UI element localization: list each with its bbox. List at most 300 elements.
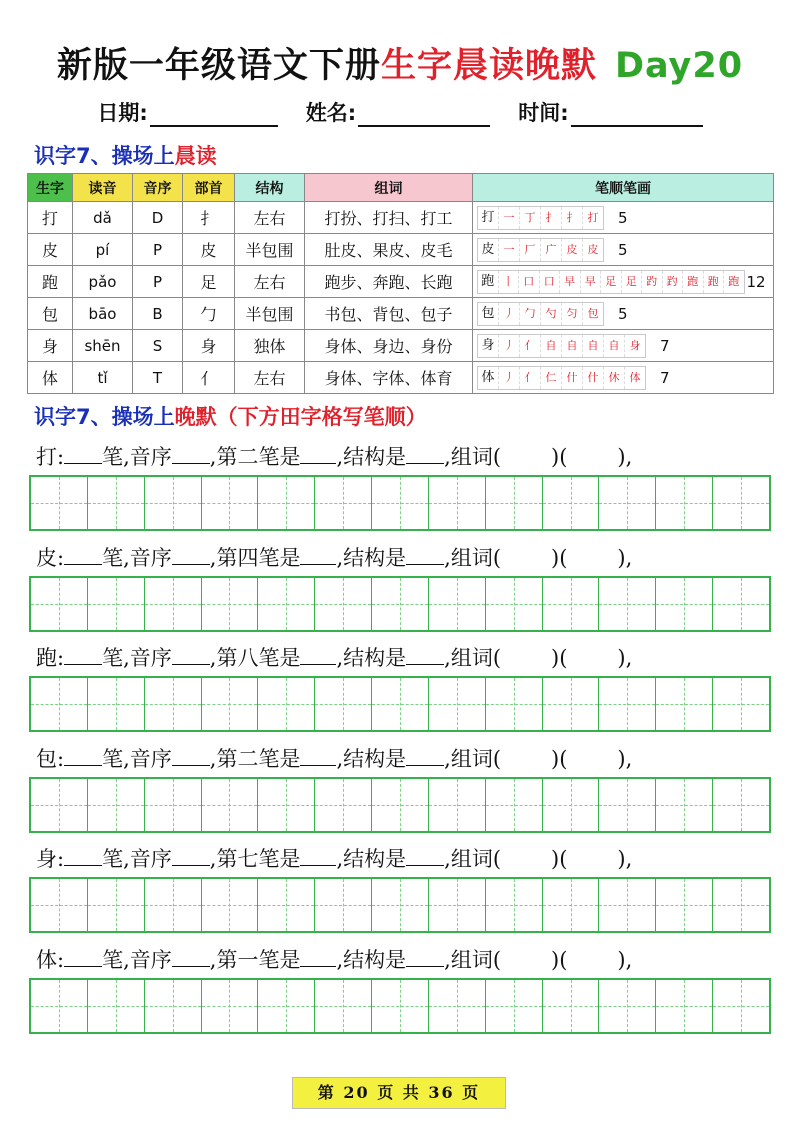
stroke-count: 5 — [618, 304, 628, 323]
cell-letter: T — [133, 362, 183, 394]
tianzige-cell[interactable] — [372, 980, 429, 1032]
cell-letter: P — [133, 234, 183, 266]
stroke-step: 休 — [604, 367, 625, 389]
separator: , — [209, 947, 217, 972]
cell-letter: B — [133, 298, 183, 330]
stroke-step: 体 — [478, 367, 499, 389]
tianzige-cell[interactable] — [656, 477, 713, 529]
strokes-word: 笔, — [102, 646, 130, 670]
tianzige-cell[interactable] — [486, 678, 543, 730]
tianzige-cell[interactable] — [88, 477, 145, 529]
stroke-step: 匀 — [562, 303, 583, 325]
order-word: 音序 — [129, 545, 172, 570]
separator: , — [444, 947, 451, 972]
nth-stroke-blank[interactable] — [300, 644, 336, 665]
cell-pinyin: pí — [73, 234, 133, 266]
stroke-step: 口 — [540, 271, 561, 293]
nth-stroke-word: 第四笔是 — [216, 545, 301, 570]
tianzige-cell[interactable] — [258, 779, 315, 831]
tianzige-cell[interactable] — [429, 879, 486, 931]
question-line — [36, 843, 781, 873]
tianzige-cell[interactable] — [145, 578, 202, 630]
stroke-step: 什 — [583, 367, 604, 389]
separator: , — [336, 445, 344, 469]
cell-radical: 足 — [183, 266, 235, 298]
stroke-step: 广 — [541, 239, 562, 261]
tianzige-cell[interactable] — [599, 879, 656, 931]
stroke-count: 7 — [660, 368, 670, 387]
tianzige-cell[interactable] — [599, 678, 656, 730]
cell-words: 肚皮、果皮、皮毛 — [305, 234, 473, 266]
stroke-step: 丿 — [499, 367, 520, 389]
structure-word: 结构是 — [343, 746, 407, 771]
name-line[interactable] — [358, 101, 490, 127]
tianzige-cell[interactable] — [145, 678, 202, 730]
stroke-step: 包 — [478, 303, 499, 325]
stroke-step: 足 — [601, 271, 622, 293]
tianzige-cell[interactable] — [543, 879, 600, 931]
colon: : — [57, 445, 65, 469]
tianzige-cell[interactable] — [258, 678, 315, 730]
words-word: 组词( — [450, 545, 502, 570]
col-header-letter: 音序 — [133, 174, 183, 202]
words-word: 组词( — [450, 746, 502, 771]
col-header-radical: 部首 — [183, 174, 235, 202]
tianzige-cell[interactable] — [315, 879, 372, 931]
tianzige-cell[interactable] — [486, 779, 543, 831]
cell-pinyin: shēn — [73, 330, 133, 362]
structure-word: 结构是 — [343, 646, 407, 670]
question-line — [36, 642, 781, 672]
colon: : — [57, 847, 65, 871]
stroke-sequence — [477, 302, 604, 326]
tianzige-cell[interactable] — [656, 879, 713, 931]
tianzige-cell[interactable] — [372, 879, 429, 931]
cell-structure: 左右 — [235, 362, 305, 394]
cell-words: 书包、背包、包子 — [305, 298, 473, 330]
paren-mid: )( — [551, 545, 568, 570]
section-morning-label: 晨读 — [174, 144, 217, 168]
order-word: 音序 — [129, 445, 172, 469]
section-evening-title — [34, 401, 427, 431]
title-highlight: 生字晨读晚默 — [380, 46, 597, 86]
order-blank[interactable] — [172, 443, 210, 464]
cell-char: 体 — [28, 362, 73, 394]
paren-end: ), — [617, 545, 633, 570]
col-header-char: 生字 — [28, 174, 73, 202]
separator: , — [209, 445, 217, 469]
stroke-step: 趵 — [663, 271, 684, 293]
stroke-step: 跑 — [728, 274, 740, 288]
tianzige-cell[interactable] — [202, 477, 259, 529]
tianzige-cell[interactable] — [31, 779, 88, 831]
tianzige-cell[interactable] — [88, 879, 145, 931]
stroke-step: 身 — [629, 338, 641, 352]
tianzige-grid — [29, 777, 771, 833]
tianzige-cell[interactable] — [315, 779, 372, 831]
question-char: 体 — [36, 947, 57, 972]
col-header-pinyin: 读音 — [73, 174, 133, 202]
separator: , — [444, 746, 451, 771]
cell-radical: 勹 — [183, 298, 235, 330]
stroke-count-blank[interactable] — [64, 845, 102, 866]
tianzige-cell[interactable] — [713, 980, 769, 1032]
strokes-word: 笔, — [102, 746, 130, 771]
strokes-word: 笔, — [102, 545, 130, 570]
cell-stroke-order — [473, 330, 774, 362]
cell-char: 跑 — [28, 266, 73, 298]
table-row — [28, 234, 774, 266]
tianzige-cell[interactable] — [656, 980, 713, 1032]
tianzige-cell[interactable] — [713, 578, 769, 630]
separator: , — [209, 545, 217, 570]
nth-stroke-word: 第二笔是 — [216, 445, 301, 469]
tianzige-cell[interactable] — [543, 980, 600, 1032]
stroke-count-blank[interactable] — [64, 544, 102, 565]
stroke-step: 自 — [583, 335, 604, 357]
tianzige-cell[interactable] — [31, 578, 88, 630]
paren-mid: )( — [551, 445, 568, 469]
colon: : — [57, 947, 65, 972]
table-row — [28, 330, 774, 362]
order-blank[interactable] — [172, 644, 210, 665]
tianzige-cell[interactable] — [656, 678, 713, 730]
strokes-word: 笔, — [102, 847, 130, 871]
tianzige-cell[interactable] — [713, 678, 769, 730]
order-word: 音序 — [129, 847, 172, 871]
colon: : — [57, 545, 65, 570]
nth-stroke-blank[interactable] — [300, 443, 336, 464]
cell-stroke-order — [473, 202, 774, 234]
stroke-count: 12 — [746, 272, 766, 291]
separator: , — [336, 847, 344, 871]
stroke-step: 扌 — [541, 207, 562, 229]
stroke-step: 自 — [541, 335, 562, 357]
stroke-step: 皮 — [478, 239, 499, 261]
nth-stroke-word: 第八笔是 — [216, 646, 301, 670]
stroke-sequence — [477, 206, 604, 230]
stroke-step: 皮 — [587, 242, 599, 256]
stroke-count-blank[interactable] — [64, 745, 102, 766]
tianzige-cell[interactable] — [429, 477, 486, 529]
words-word: 组词( — [450, 947, 502, 972]
nth-stroke-blank[interactable] — [300, 745, 336, 766]
stroke-count: 5 — [618, 240, 628, 259]
structure-word: 结构是 — [343, 847, 407, 871]
tianzige-cell[interactable] — [713, 779, 769, 831]
cell-radical: 皮 — [183, 234, 235, 266]
paren-mid: )( — [551, 746, 568, 771]
nth-stroke-word: 第七笔是 — [216, 847, 301, 871]
cell-pinyin: tǐ — [73, 362, 133, 394]
separator: , — [444, 545, 451, 570]
nth-stroke-blank[interactable] — [300, 845, 336, 866]
structure-word: 结构是 — [343, 545, 407, 570]
stroke-step: 扌 — [562, 207, 583, 229]
tianzige-cell[interactable] — [315, 980, 372, 1032]
stroke-step: 跑 — [704, 271, 725, 293]
tianzige-cell[interactable] — [372, 477, 429, 529]
cell-words: 跑步、奔跑、长跑 — [305, 266, 473, 298]
tianzige-cell[interactable] — [145, 980, 202, 1032]
tianzige-cell[interactable] — [258, 578, 315, 630]
date-field[interactable] — [97, 97, 277, 127]
tianzige-cell[interactable] — [429, 678, 486, 730]
tianzige-grid — [29, 676, 771, 732]
stroke-count: 5 — [618, 208, 628, 227]
table-header-row — [28, 174, 774, 202]
stroke-step: 打 — [478, 207, 499, 229]
question-char: 跑 — [36, 646, 57, 670]
tianzige-cell[interactable] — [429, 779, 486, 831]
question-line — [36, 743, 781, 773]
tianzige-cell[interactable] — [88, 678, 145, 730]
order-word: 音序 — [129, 947, 172, 972]
tianzige-cell[interactable] — [543, 578, 600, 630]
structure-blank[interactable] — [406, 845, 444, 866]
cell-stroke-order — [473, 298, 774, 330]
separator: , — [444, 646, 451, 670]
tianzige-cell[interactable] — [372, 779, 429, 831]
stroke-sequence — [477, 238, 604, 262]
cell-pinyin: pǎo — [73, 266, 133, 298]
paren-end: ), — [617, 847, 633, 871]
stroke-count-blank[interactable] — [64, 644, 102, 665]
date-line[interactable] — [150, 101, 278, 127]
paren-end: ), — [617, 947, 633, 972]
stroke-sequence — [477, 270, 745, 294]
tianzige-cell[interactable] — [543, 477, 600, 529]
time-field[interactable] — [518, 97, 702, 127]
tianzige-cell[interactable] — [543, 779, 600, 831]
cell-radical: 身 — [183, 330, 235, 362]
col-header-words: 组词 — [305, 174, 473, 202]
stroke-count-blank[interactable] — [64, 946, 102, 967]
nth-stroke-word: 第二笔是 — [216, 746, 301, 771]
question-line — [36, 542, 781, 572]
separator: , — [336, 646, 344, 670]
page-number: 第 20 页 共 36 页 — [292, 1077, 506, 1109]
nth-stroke-blank[interactable] — [300, 946, 336, 967]
separator: , — [444, 445, 451, 469]
cell-pinyin: dǎ — [73, 202, 133, 234]
order-blank[interactable] — [172, 745, 210, 766]
tianzige-cell[interactable] — [202, 879, 259, 931]
stroke-step: 厂 — [520, 239, 541, 261]
tianzige-cell[interactable] — [429, 578, 486, 630]
tianzige-cell[interactable] — [543, 678, 600, 730]
words-word: 组词( — [450, 847, 502, 871]
tianzige-cell[interactable] — [145, 879, 202, 931]
separator: , — [336, 545, 344, 570]
stroke-step: 早 — [560, 271, 581, 293]
separator: , — [209, 847, 217, 871]
question-char: 包 — [36, 746, 57, 771]
stroke-count-blank[interactable] — [64, 443, 102, 464]
stroke-step: 什 — [562, 367, 583, 389]
question-char: 身 — [36, 847, 57, 871]
tianzige-cell[interactable] — [372, 578, 429, 630]
separator: , — [336, 947, 344, 972]
separator: , — [336, 746, 344, 771]
cell-stroke-order — [473, 234, 774, 266]
tianzige-cell[interactable] — [31, 678, 88, 730]
tianzige-cell[interactable] — [202, 980, 259, 1032]
tianzige-grid — [29, 475, 771, 531]
stroke-step: 包 — [587, 306, 599, 320]
order-blank[interactable] — [172, 946, 210, 967]
name-field[interactable] — [306, 97, 490, 127]
paren-end: ), — [617, 646, 633, 670]
colon: : — [57, 746, 65, 771]
col-header-strokes: 笔顺笔画 — [473, 174, 774, 202]
stroke-step: 趵 — [642, 271, 663, 293]
cell-pinyin: bāo — [73, 298, 133, 330]
tianzige-cell[interactable] — [599, 578, 656, 630]
nth-stroke-blank[interactable] — [300, 544, 336, 565]
structure-blank[interactable] — [406, 745, 444, 766]
cell-char: 包 — [28, 298, 73, 330]
tianzige-cell[interactable] — [486, 578, 543, 630]
stroke-step: 亻 — [520, 335, 541, 357]
tianzige-cell[interactable] — [429, 980, 486, 1032]
stroke-step: 丁 — [520, 207, 541, 229]
structure-blank[interactable] — [406, 946, 444, 967]
tianzige-cell[interactable] — [315, 678, 372, 730]
tianzige-cell[interactable] — [258, 879, 315, 931]
cell-structure: 左右 — [235, 266, 305, 298]
tianzige-cell[interactable] — [258, 980, 315, 1032]
stroke-step: 跑 — [683, 271, 704, 293]
cell-words: 身体、字体、体育 — [305, 362, 473, 394]
tianzige-cell[interactable] — [713, 477, 769, 529]
cell-words: 打扮、打扫、打工 — [305, 202, 473, 234]
stroke-step: 自 — [562, 335, 583, 357]
character-table — [27, 173, 774, 394]
separator: , — [209, 746, 217, 771]
cell-char: 身 — [28, 330, 73, 362]
nth-stroke-word: 第一笔是 — [216, 947, 301, 972]
structure-blank[interactable] — [406, 443, 444, 464]
tianzige-cell[interactable] — [656, 779, 713, 831]
page-title — [0, 38, 800, 88]
tianzige-cell[interactable] — [599, 980, 656, 1032]
paren-end: ), — [617, 445, 633, 469]
stroke-step: 勹 — [520, 303, 541, 325]
stroke-sequence — [477, 334, 646, 358]
time-label: 时间: — [518, 101, 569, 125]
tianzige-cell[interactable] — [31, 477, 88, 529]
tianzige-cell[interactable] — [88, 980, 145, 1032]
tianzige-cell[interactable] — [713, 879, 769, 931]
strokes-word: 笔, — [102, 445, 130, 469]
tianzige-cell[interactable] — [31, 879, 88, 931]
name-label: 姓名: — [305, 101, 357, 125]
table-row — [28, 266, 774, 298]
title-day: Day20 — [614, 46, 744, 86]
section-evening-label: 晚默（下方田字格写笔顺） — [174, 405, 427, 429]
tianzige-grid — [29, 877, 771, 933]
words-word: 组词( — [450, 445, 502, 469]
stroke-step: 足 — [622, 271, 643, 293]
stroke-step: 丿 — [499, 335, 520, 357]
tianzige-cell[interactable] — [88, 779, 145, 831]
question-char: 打 — [36, 445, 57, 469]
cell-char: 打 — [28, 202, 73, 234]
structure-blank[interactable] — [406, 544, 444, 565]
paren-mid: )( — [551, 847, 568, 871]
section-morning-lesson: 识字7、操场上 — [34, 144, 175, 168]
stroke-step: 丿 — [499, 303, 520, 325]
stroke-step: 皮 — [562, 239, 583, 261]
order-blank[interactable] — [172, 544, 210, 565]
tianzige-cell[interactable] — [486, 879, 543, 931]
separator: , — [444, 847, 451, 871]
tianzige-cell[interactable] — [656, 578, 713, 630]
table-row — [28, 298, 774, 330]
tianzige-cell[interactable] — [486, 477, 543, 529]
cell-structure: 独体 — [235, 330, 305, 362]
stroke-count: 7 — [660, 336, 670, 355]
tianzige-cell[interactable] — [486, 980, 543, 1032]
tianzige-cell[interactable] — [599, 477, 656, 529]
stroke-step: 丨 — [499, 271, 520, 293]
paren-mid: )( — [551, 646, 568, 670]
structure-blank[interactable] — [406, 644, 444, 665]
cell-stroke-order — [473, 266, 774, 298]
tianzige-cell[interactable] — [315, 578, 372, 630]
stroke-step: 仁 — [541, 367, 562, 389]
tianzige-cell[interactable] — [202, 779, 259, 831]
cell-structure: 左右 — [235, 202, 305, 234]
tianzige-cell[interactable] — [599, 779, 656, 831]
stroke-step: 一 — [499, 207, 520, 229]
tianzige-cell[interactable] — [202, 578, 259, 630]
tianzige-grid — [29, 978, 771, 1034]
stroke-step: 亻 — [520, 367, 541, 389]
section-morning-title — [34, 140, 217, 170]
stroke-step: 一 — [499, 239, 520, 261]
cell-structure: 半包围 — [235, 298, 305, 330]
tianzige-cell[interactable] — [315, 477, 372, 529]
paren-mid: )( — [551, 947, 568, 972]
time-line[interactable] — [571, 101, 703, 127]
title-main: 新版一年级语文下册 — [56, 46, 381, 86]
cell-radical: 亻 — [183, 362, 235, 394]
cell-radical: 扌 — [183, 202, 235, 234]
tianzige-cell[interactable] — [145, 779, 202, 831]
colon: : — [57, 646, 65, 670]
date-label: 日期: — [97, 101, 148, 125]
tianzige-cell[interactable] — [31, 980, 88, 1032]
question-line — [36, 441, 781, 471]
tianzige-cell[interactable] — [202, 678, 259, 730]
tianzige-cell[interactable] — [372, 678, 429, 730]
cell-letter: D — [133, 202, 183, 234]
tianzige-cell[interactable] — [88, 578, 145, 630]
question-char: 皮 — [36, 545, 57, 570]
cell-words: 身体、身边、身份 — [305, 330, 473, 362]
stroke-step: 自 — [604, 335, 625, 357]
separator: , — [209, 646, 217, 670]
stroke-step: 体 — [629, 370, 641, 384]
order-blank[interactable] — [172, 845, 210, 866]
tianzige-cell[interactable] — [258, 477, 315, 529]
tianzige-cell[interactable] — [145, 477, 202, 529]
stroke-step: 打 — [587, 210, 599, 224]
question-line — [36, 944, 781, 974]
col-header-structure: 结构 — [235, 174, 305, 202]
